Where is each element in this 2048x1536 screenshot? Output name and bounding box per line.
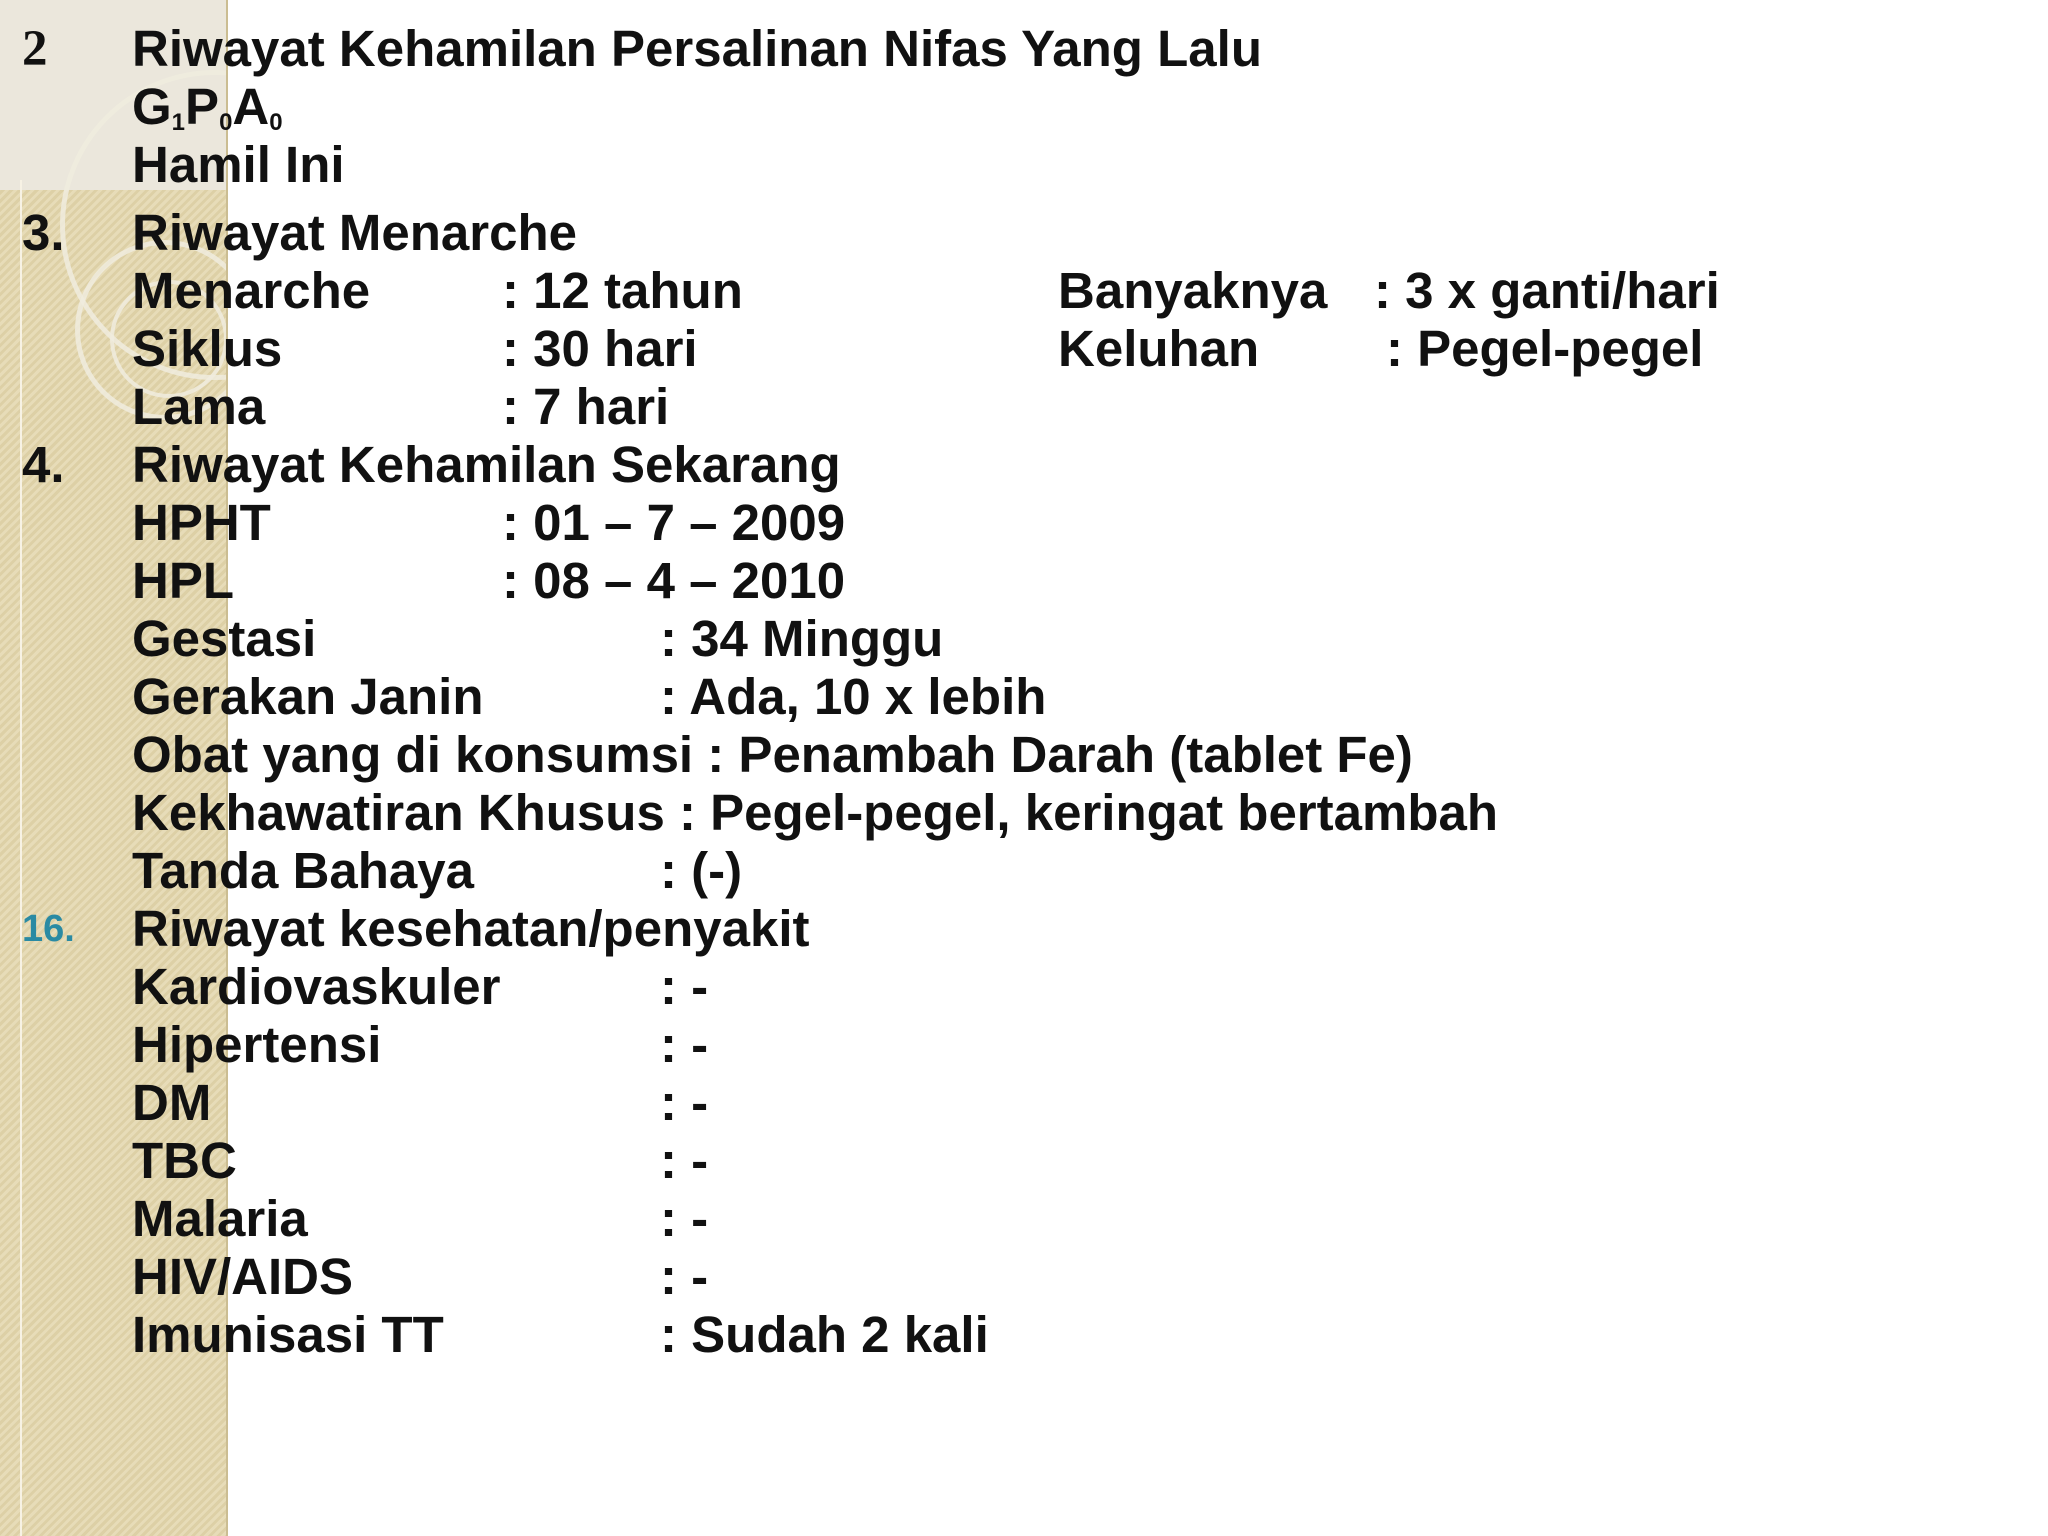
field-value: : 12 tahun: [502, 262, 743, 319]
field-value: : -: [660, 1248, 709, 1305]
field-value: : (-): [660, 842, 743, 899]
field-value: : 34 Minggu: [660, 610, 944, 667]
hamil-ini-text: Hamil Ini: [132, 136, 345, 193]
section-number: 16.: [22, 908, 75, 950]
field-label: Malaria: [132, 1190, 308, 1247]
field-value: : Pegel-pegel: [1386, 320, 1704, 377]
field-label: Gerakan Janin: [132, 668, 484, 725]
section-title: Riwayat kesehatan/penyakit: [132, 900, 810, 957]
section-title: Riwayat Kehamilan Sekarang: [132, 436, 841, 493]
field-value: : -: [660, 1016, 709, 1073]
obat-text: Obat yang di konsumsi : Penambah Darah (tablet Fe): [132, 726, 1413, 783]
field-value: : 08 – 4 – 2010: [502, 552, 846, 609]
field-label: Keluhan: [1058, 320, 1260, 377]
section-number: 4.: [22, 436, 65, 493]
field-label: Tanda Bahaya: [132, 842, 475, 899]
field-value: : -: [660, 1074, 709, 1131]
field-value: : Ada, 10 x lebih: [660, 668, 1047, 725]
sidebar-divider-line: [20, 180, 22, 1536]
field-label: HPL: [132, 552, 234, 609]
field-value: : 7 hari: [502, 378, 670, 435]
field-value: : -: [660, 1132, 709, 1189]
section-title: Riwayat Kehamilan Persalinan Nifas Yang Lalu: [132, 20, 1262, 77]
field-label: Siklus: [132, 320, 283, 377]
field-value: : -: [660, 1190, 709, 1247]
field-label: Lama: [132, 378, 266, 435]
field-value: : 3 x ganti/hari: [1374, 262, 1720, 319]
field-label: Menarche: [132, 262, 371, 319]
field-value: : 30 hari: [502, 320, 698, 377]
field-label: DM: [132, 1074, 212, 1131]
field-value: : Sudah 2 kali: [660, 1306, 989, 1363]
gpa-value: $G_1P_0A_0$: [132, 78, 283, 136]
field-label: Hipertensi: [132, 1016, 382, 1073]
field-label: Gestasi: [132, 610, 317, 667]
section-number: 2: [22, 21, 48, 77]
section-number: 3.: [22, 204, 65, 261]
field-label: Kardiovaskuler: [132, 958, 501, 1015]
kekhawatiran-text: Kekhawatiran Khusus : Pegel-pegel, keringat bertambah: [132, 784, 1499, 841]
field-label: Imunisasi TT: [132, 1306, 444, 1363]
field-label: Banyaknya: [1058, 262, 1328, 319]
field-value: : 01 – 7 – 2009: [502, 494, 846, 551]
field-label: TBC: [132, 1132, 237, 1189]
field-label: HIV/AIDS: [132, 1248, 354, 1305]
field-value: : -: [660, 958, 709, 1015]
section-title: Riwayat Menarche: [132, 204, 578, 261]
field-label: HPHT: [132, 494, 271, 551]
